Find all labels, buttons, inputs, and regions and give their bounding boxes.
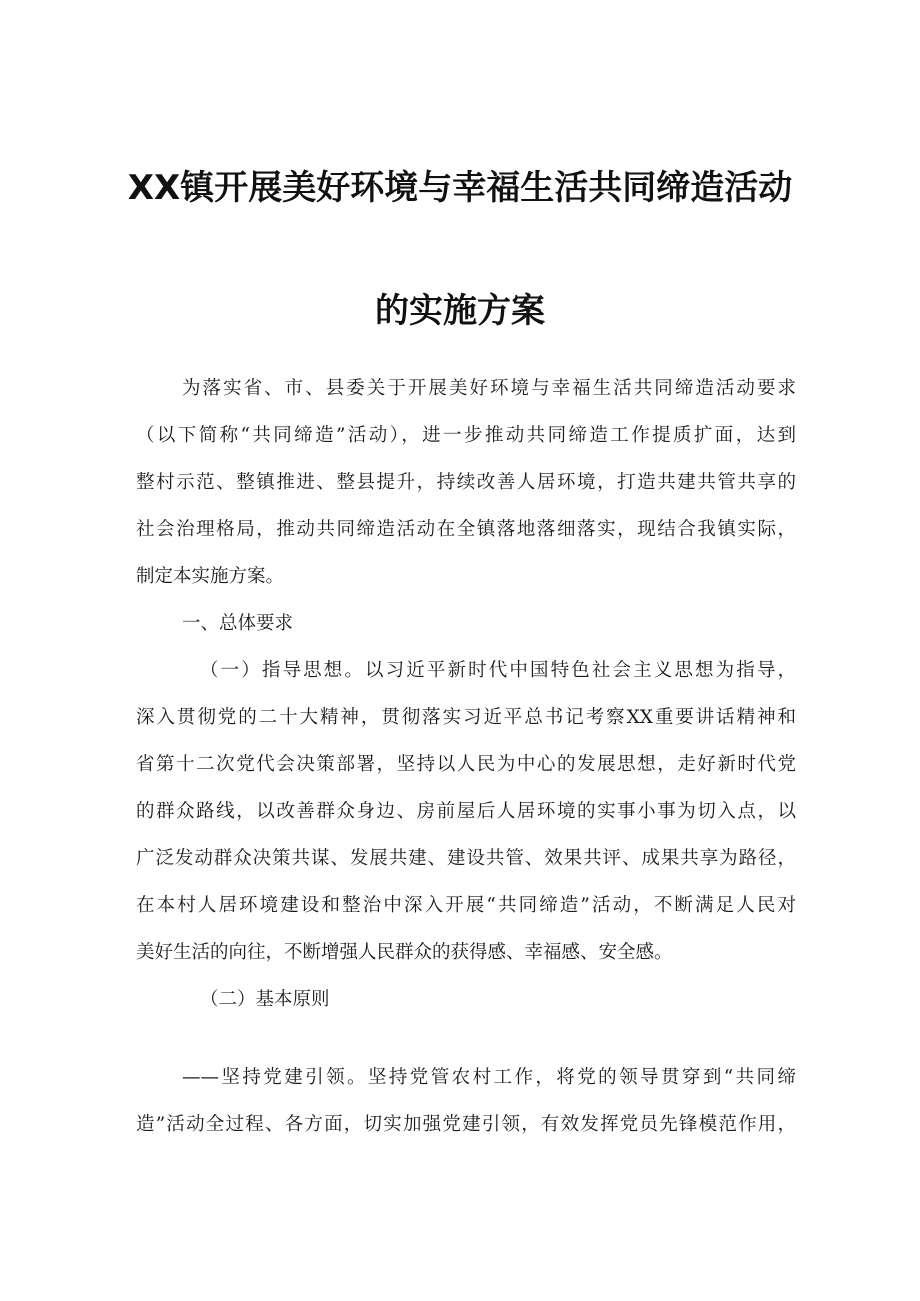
section-heading-general-requirements: 一、总体要求 (182, 613, 294, 634)
guiding-line-6: 在本村人居环境建设和整治中深入开展“共同缔造”活动，不断满足人民对 (136, 895, 796, 916)
principle-line-1: ——坚持党建引领。坚持党管农村工作，将党的领导贯穿到“共同缔 (182, 1067, 796, 1088)
subsection-heading-basic-principles: （二）基本原则 (200, 989, 330, 1010)
intro-line-4: 社会治理格局，推动共同缔造活动在全镇落地落细落实，现结合我镇实际， (136, 519, 796, 540)
guiding-line-2: 深入贯彻党的二十大精神，贯彻落实习近平总书记考察XX重要讲话精神和 (136, 707, 796, 728)
principle-line-2: 造”活动全过程、各方面，切实加强党建引领，有效发挥党员先锋模范作用， (136, 1114, 796, 1135)
guiding-line-1: （一）指导思想。以习近平新时代中国特色社会主义思想为指导， (200, 660, 796, 681)
document-title-line-2: 的实施方案 (375, 291, 545, 331)
intro-line-3: 整村示范、整镇推进、整县提升，持续改善人居环境，打造共建共管共享的 (136, 472, 796, 493)
guiding-line-3: 省第十二次党代会决策部署，坚持以人民为中心的发展思想，走好新时代党 (136, 754, 796, 775)
intro-line-1: 为落实省、市、县委关于开展美好环境与幸福生活共同缔造活动要求 (182, 378, 796, 399)
guiding-line-7: 美好生活的向往，不断增强人民群众的获得感、幸福感、安全感。 (136, 942, 673, 963)
guiding-line-5: 广泛发动群众决策共谋、发展共建、建设共管、效果共评、成果共享为路径， (136, 848, 796, 869)
document-title-line-1: XX镇开展美好环境与幸福生活共同缔造活动 (127, 168, 793, 208)
guiding-line-4: 的群众路线，以改善群众身边、房前屋后人居环境的实事小事为切入点，以 (136, 801, 796, 822)
intro-line-5: 制定本实施方案。 (136, 566, 285, 587)
intro-line-2: （以下简称“共同缔造”活动），进一步推动共同缔造工作提质扩面，达到 (136, 425, 796, 446)
